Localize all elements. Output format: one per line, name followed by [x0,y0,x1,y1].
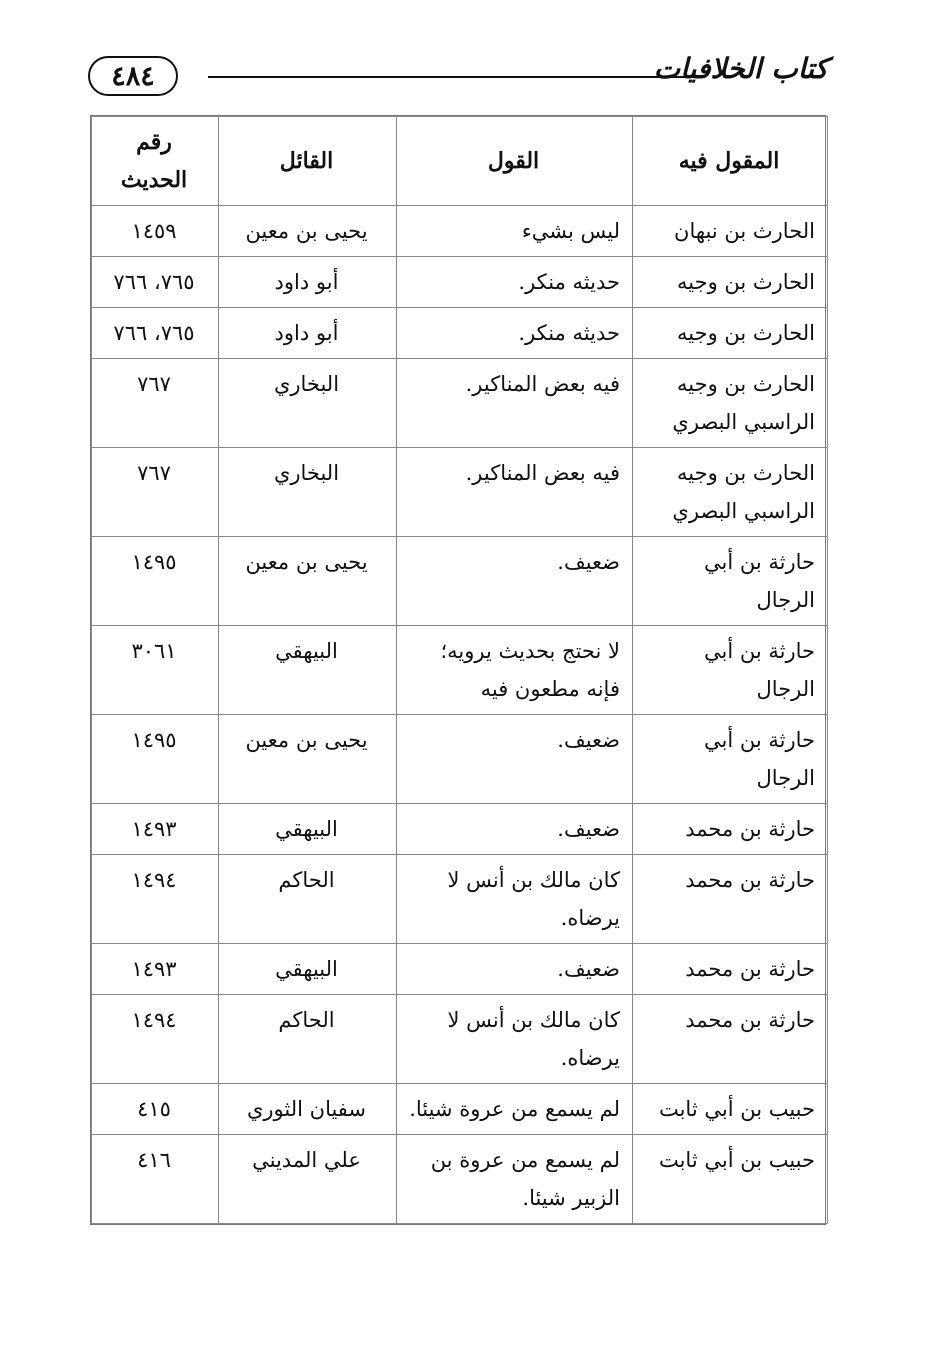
table-row [92,995,828,1084]
cell-saying: لم يسمع من عروة شيئا. [397,1084,633,1135]
cell-hadith-number: ٤١٦ [92,1135,219,1224]
table-row [92,448,828,537]
table-header-row [92,117,828,206]
narrators-table [90,115,826,1225]
cell-hadith-number: ١٤٩٤ [92,995,219,1084]
table-row [92,1084,828,1135]
cell-hadith-number: ٧٦٧ [92,448,219,537]
cell-subject: الحارث بن وجيه الراسبي البصري [633,448,828,537]
cell-subject: الحارث بن وجيه الراسبي البصري [633,359,828,448]
table-row [92,308,828,359]
book-title: كتاب الخلافيات [653,52,828,85]
column-header-subject: المقول فيه [633,117,828,206]
cell-saying: فيه بعض المناكير. [397,448,633,537]
table-row [92,626,828,715]
cell-sayer: سفيان الثوري [219,1084,397,1135]
table-row [92,359,828,448]
cell-sayer: يحيى بن معين [219,715,397,804]
table-row [92,257,828,308]
table-row [92,1135,828,1224]
cell-sayer: أبو داود [219,308,397,359]
page-header [88,50,828,106]
cell-saying: حديثه منكر. [397,257,633,308]
cell-hadith-number: ١٤٩٥ [92,537,219,626]
narrators-table-grid [91,116,828,1224]
cell-saying: فيه بعض المناكير. [397,359,633,448]
cell-subject: حارثة بن محمد [633,995,828,1084]
column-header-sayer: القائل [219,117,397,206]
table-row [92,206,828,257]
cell-saying: حديثه منكر. [397,308,633,359]
cell-sayer: يحيى بن معين [219,537,397,626]
table-row [92,715,828,804]
cell-sayer: أبو داود [219,257,397,308]
cell-saying: ضعيف. [397,537,633,626]
cell-sayer: الحاكم [219,995,397,1084]
table-row [92,537,828,626]
cell-sayer: الحاكم [219,855,397,944]
cell-saying: ضعيف. [397,944,633,995]
cell-saying: لا نحتج بحديث يرويه؛ فإنه مطعون فيه [397,626,633,715]
cell-sayer: يحيى بن معين [219,206,397,257]
header-rule [208,76,698,78]
cell-hadith-number: ٣٠٦١ [92,626,219,715]
cell-sayer: البيهقي [219,944,397,995]
cell-subject: حبيب بن أبي ثابت [633,1135,828,1224]
cell-hadith-number: ١٤٩٤ [92,855,219,944]
cell-hadith-number: ١٤٩٥ [92,715,219,804]
cell-subject: حارثة بن أبي الرجال [633,626,828,715]
cell-hadith-number: ١٤٥٩ [92,206,219,257]
cell-subject: حارثة بن محمد [633,944,828,995]
cell-sayer: البيهقي [219,626,397,715]
cell-saying: كان مالك بن أنس لا يرضاه. [397,995,633,1084]
cell-hadith-number: ١٤٩٣ [92,804,219,855]
cell-sayer: علي المديني [219,1135,397,1224]
cell-subject: حارثة بن محمد [633,804,828,855]
column-header-saying: القول [397,117,633,206]
cell-subject: حارثة بن أبي الرجال [633,715,828,804]
cell-hadith-number: ٧٦٥، ٧٦٦ [92,257,219,308]
table-row [92,804,828,855]
table-row [92,944,828,995]
cell-sayer: البيهقي [219,804,397,855]
cell-hadith-number: ٧٦٧ [92,359,219,448]
cell-subject: الحارث بن وجيه [633,257,828,308]
cell-hadith-number: ٤١٥ [92,1084,219,1135]
cell-subject: حبيب بن أبي ثابت [633,1084,828,1135]
cell-saying: كان مالك بن أنس لا يرضاه. [397,855,633,944]
cell-subject: الحارث بن نبهان [633,206,828,257]
cell-saying: ضعيف. [397,804,633,855]
cell-saying: لم يسمع من عروة بن الزبير شيئا. [397,1135,633,1224]
table-row [92,855,828,944]
cell-subject: الحارث بن وجيه [633,308,828,359]
column-header-hadith-number: رقم الحديث [92,117,219,206]
cell-sayer: البخاري [219,448,397,537]
cell-saying: ليس بشيء [397,206,633,257]
cell-sayer: البخاري [219,359,397,448]
cell-saying: ضعيف. [397,715,633,804]
cell-subject: حارثة بن محمد [633,855,828,944]
page-number: ٤٨٤ [88,56,178,96]
cell-hadith-number: ٧٦٥، ٧٦٦ [92,308,219,359]
cell-hadith-number: ١٤٩٣ [92,944,219,995]
cell-subject: حارثة بن أبي الرجال [633,537,828,626]
